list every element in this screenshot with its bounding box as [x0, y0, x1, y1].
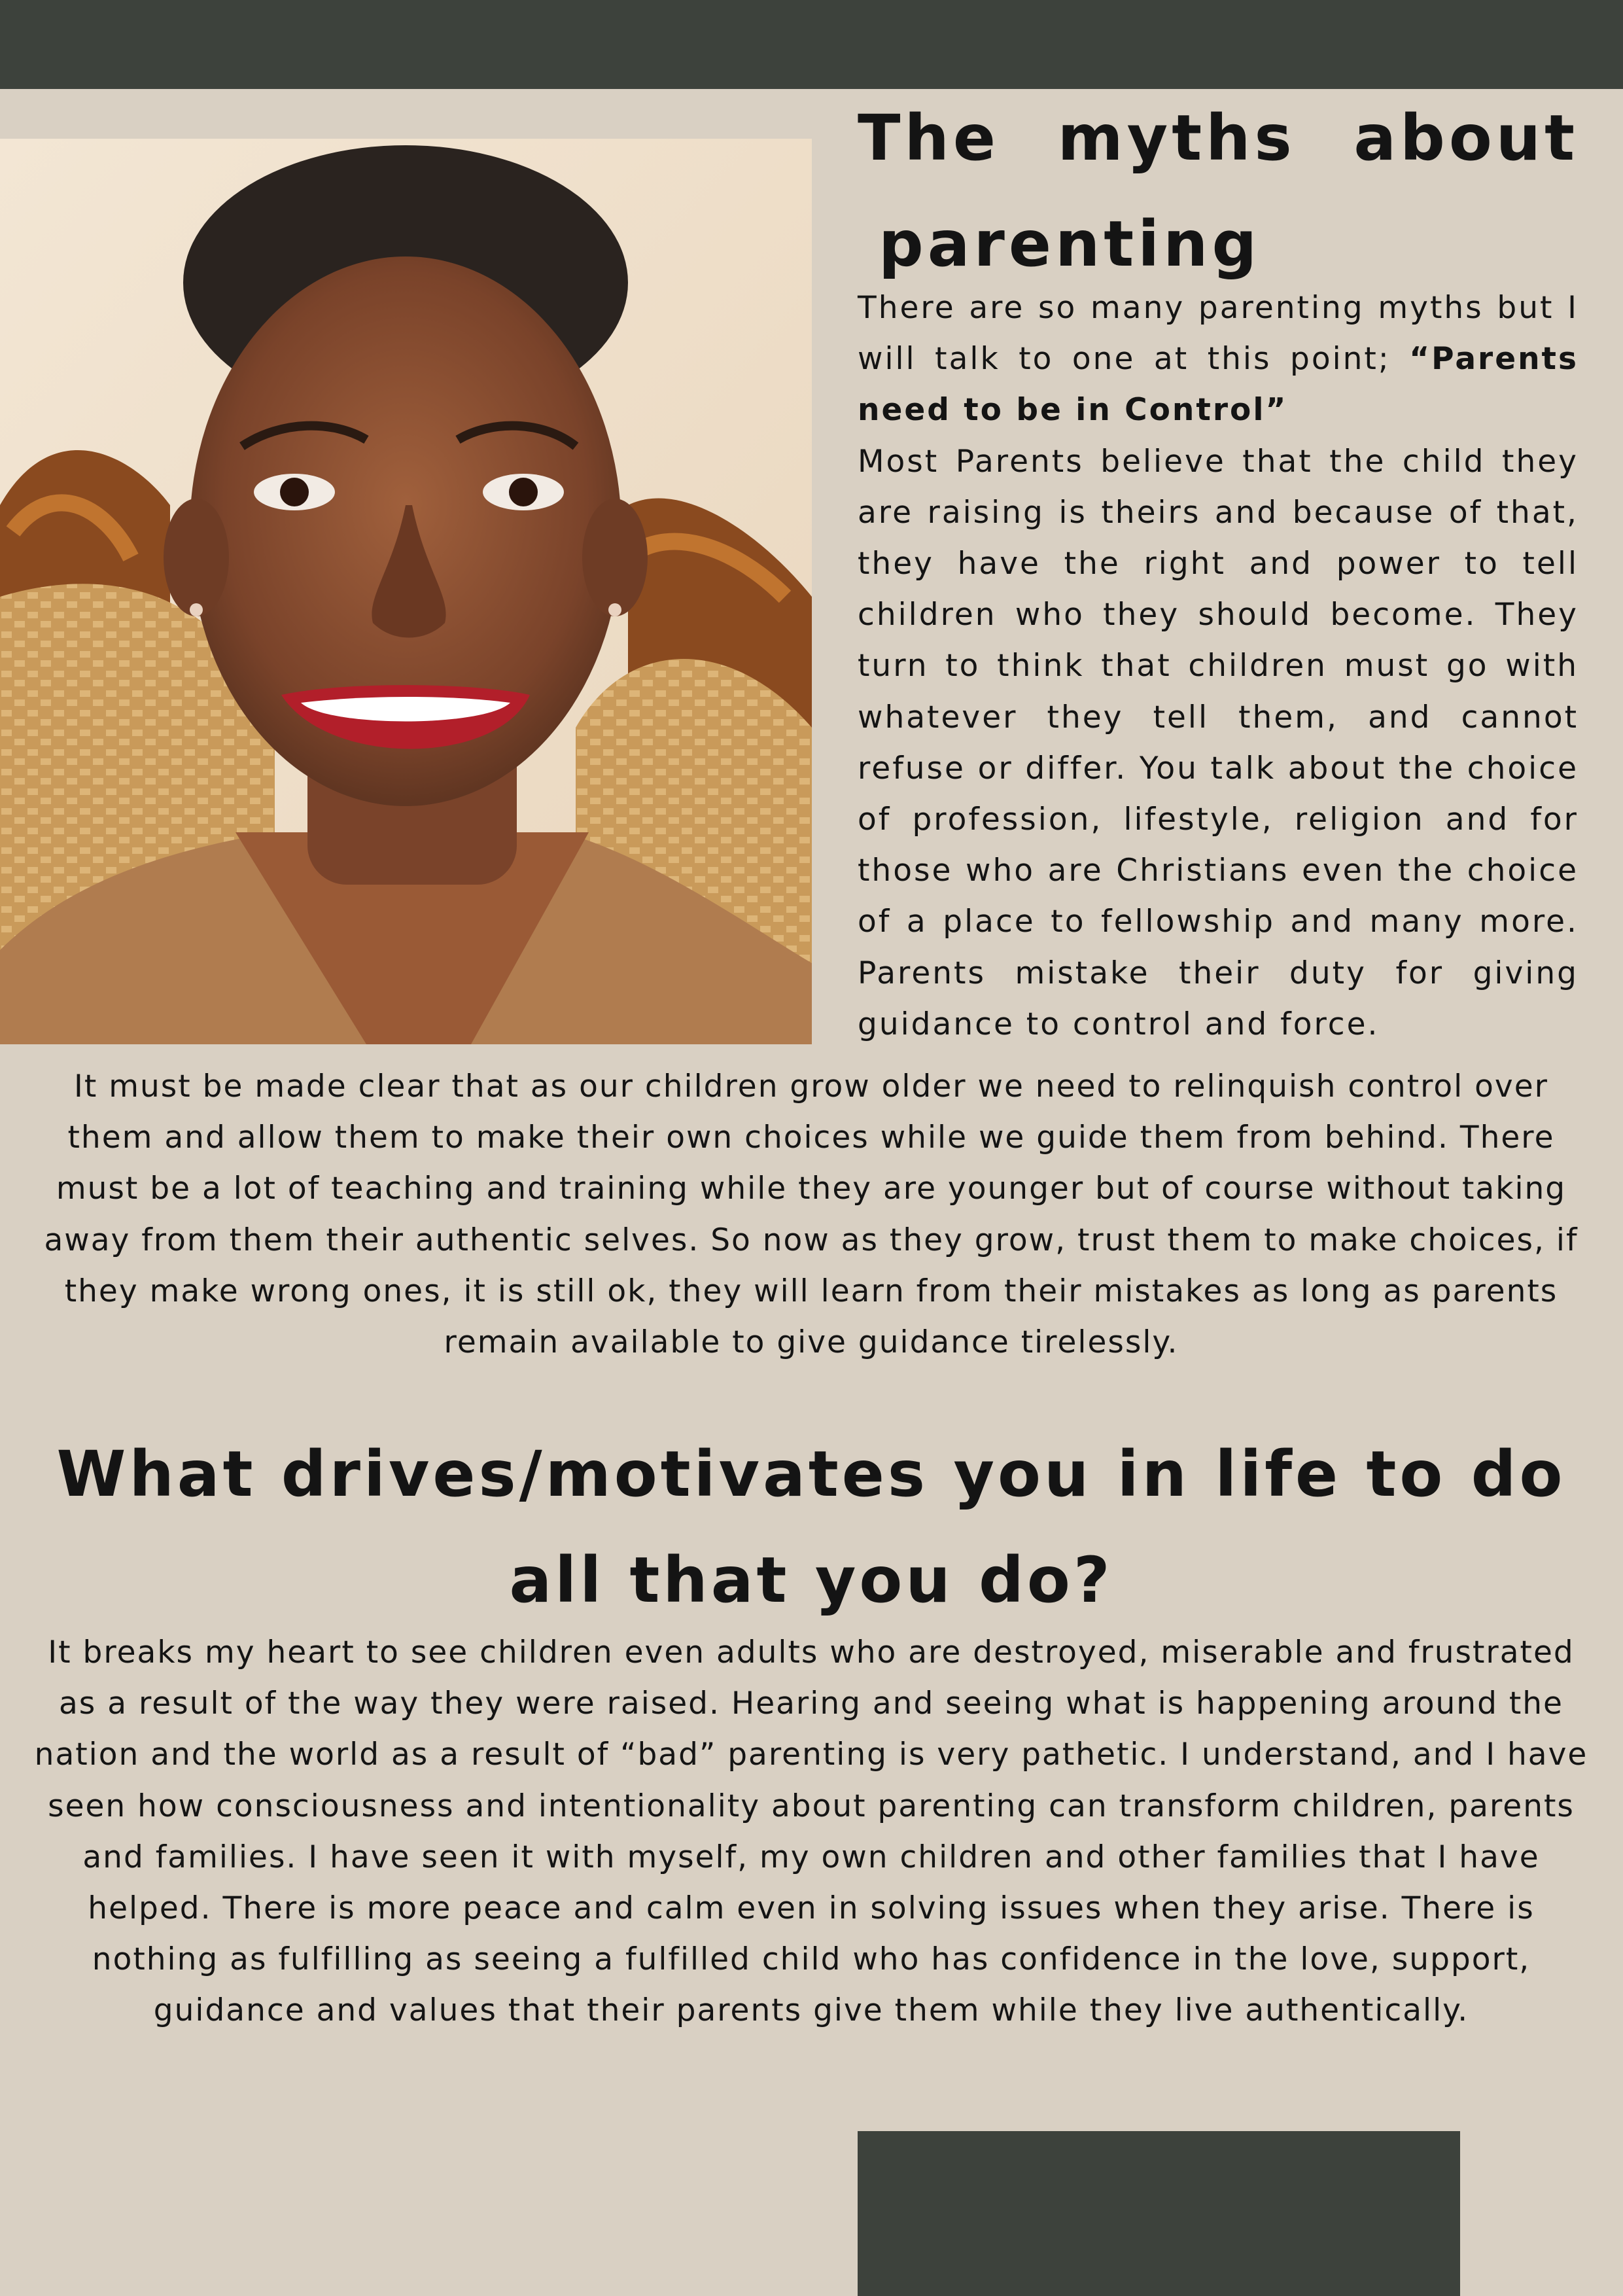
body-paragraph-3: It breaks my heart to see children even adults who are destroyed, miserable and frustrated as a result of the way they were raised. Hearing and seeing what is happening around the nation and the world as a result of “bad” parenting is very pathetic. I understand, and I have seen how consciousness and intentionality about parenting can transform children, parents and families. I have seen it with myself, my own children and other families that I have helped. There is more peace and calm even in solving issues when they arise. There is nothing as fulfilling as seeing a fulfilled child who has confidence in the love, support, guidance and values that their parents give them while they live authentically.: [34, 1634, 1588, 2029]
body-paragraph-2: It must be made clear that as our children grow older we need to relinquish control over them and allow them to make their own choices while we guide them from behind. There must be a lot of teaching and training while they are younger but of course without taking away from them their authentic selves. So now as they grow, trust them to make choices, if they make wrong ones, it is still ok, they will learn from their mistakes as long as parents remain available to give guidance tirelessly.: [44, 1069, 1579, 1361]
top-decorative-band: [0, 0, 1623, 89]
article-title: [858, 85, 1579, 297]
section-heading: What drives/motivates you in life to do all that you do?: [56, 1438, 1566, 1617]
portrait-photo: [0, 139, 812, 1044]
body-paragraph-1: Most Parents believe that the child they are raising is theirs and because of that, they have the right and power to tell children who they should become. They turn to think that children must go with whatever they tell them, and cannot refuse or differ. You talk about the choice of profession, lifestyle, religion and for those who are Christians even the choice of a place to fellowship and many more. Parents mistake their duty for giving guidance to control and force.: [858, 443, 1579, 1042]
intro-quote: “Parents need to be in Control”: [858, 341, 1579, 429]
article-title-line1: The myths about: [858, 101, 1579, 175]
intro-text: There are so many parenting myths but I will talk to one at this point;: [858, 290, 1579, 378]
bottom-decorative-block: [858, 2131, 1460, 2296]
intro-paragraph: [858, 283, 1579, 436]
article-title-line2: parenting: [879, 207, 1261, 281]
article-intro-column: [858, 283, 1579, 1050]
